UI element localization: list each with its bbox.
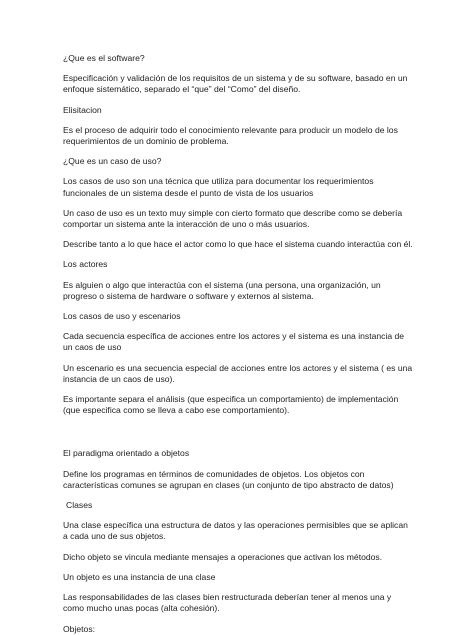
- paragraph-define-programas: Define los programas en términos de comunidades de objetos. Los objetos con características comunes se agrupan en clases (un conjunto de tipo abstracto de datos): [63, 468, 394, 490]
- paragraph-responsabilidades: Las responsabilidades de las clases bien restructurada deberían tener al menos una y como mucho unas pocas (alta cohesión).: [63, 592, 392, 614]
- heading-objetos: Objetos:: [63, 623, 96, 634]
- paragraph-caso-de-uso-texto: Un caso de uso es un texto muy simple con cierto formato que describe como se debería comportar un sistema ante la interacción de uno o más usuarios.: [63, 207, 403, 230]
- paragraph-describe-actor: Describe tanto a lo que hace el actor como lo que hace el sistema cuando interactúa con él.: [63, 239, 413, 250]
- paragraph-clase-definition: Una clase específica una estructura de datos y las operaciones permisibles que se aplican a cada uno de sus objetos.: [63, 520, 408, 542]
- paragraph-secuencia-especifica: Cada secuencia específica de acciones entre los actores y el sistema es una instancia de un caos de uso: [63, 331, 405, 353]
- paragraph-elisitacion-definition: Es el proceso de adquirir todo el conocimiento relevante para producir un modelo de los requerimientos de un dominio de problema.: [63, 124, 398, 147]
- paragraph-objeto-instancia: Un objeto es una instancia de una clase: [63, 571, 216, 582]
- heading-que-es-software: ¿Que es el software?: [63, 53, 145, 63]
- heading-paradigma-objetos: El paradigma orientado a objetos: [63, 448, 190, 459]
- paragraph-analisis-implementacion: Es importante separa el análisis (que especifica un comportamiento) de implementación (que especifica como se lleva a cabo ese comportamiento).: [63, 394, 399, 416]
- paragraph-escenario-definition: Un escenario es una secuencia especial de acciones entre los actores y el sistema ( es una instancia de un caos de uso).: [63, 362, 413, 384]
- paragraph-actores-definition: Es alguien o algo que interactúa con el sistema (una persona, una organización, un progreso o sistema de hardware o software y externos al sistema.: [63, 279, 381, 301]
- heading-elisitacion: Elisitacion: [63, 104, 102, 115]
- heading-casos-escenarios: Los casos de uso y escenarios: [63, 311, 181, 322]
- heading-los-actores: Los actores: [63, 259, 108, 270]
- paragraph-objeto-mensajes: Dicho objeto se vincula mediante mensajes a operaciones que activan los métodos.: [63, 551, 383, 562]
- heading-que-es-caso-de-uso: ¿Que es un caso de uso?: [63, 156, 162, 167]
- heading-clases: Clases: [66, 500, 93, 511]
- paragraph-casos-de-uso-tecnica: Los casos de uso son una técnica que utiliza para documentar los requerimientos funcionales de un sistema desde el punto de vista de los usuarios: [63, 176, 374, 198]
- paragraph-software-definition: Especificación y validación de los requisitos de un sistema y de su software, basado en un enfoque sistemático, separado el “que” del “Como” del diseño.: [63, 73, 408, 95]
